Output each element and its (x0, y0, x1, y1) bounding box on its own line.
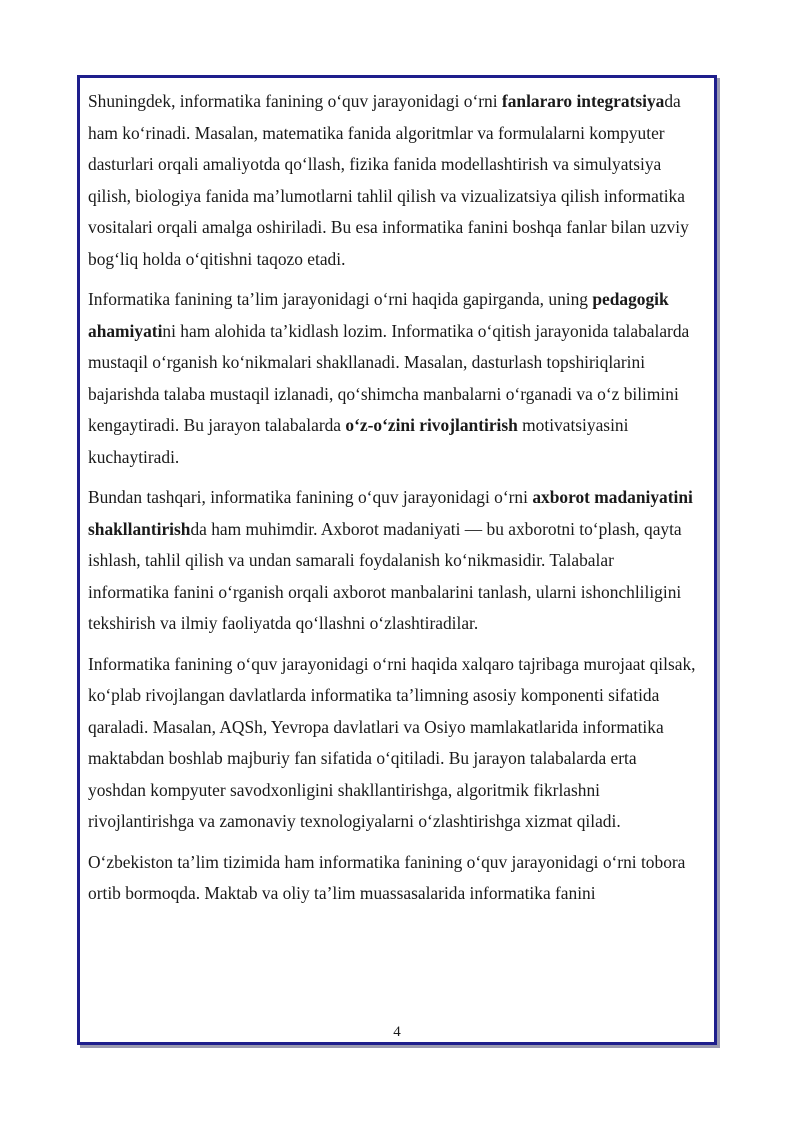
paragraph-1-text-cont: da ham ko‘rinadi. Masalan, matematika fanida algoritmlar va formulalarni kompyuter dasturlari orqali amaliyotda qo‘llash, fizika fanida modellashtirish va simulyatsiya qilish, biologiya fanida ma’lumotlarni tahlil qilish va vizualizatsiya qilish informatika vositalari orqali amalga oshiriladi. Bu esa informatika fanini boshqa fanlar bilan uzviy bog‘liq holda o‘qitishni taqozo etadi. (88, 91, 689, 269)
paragraph-2-bold-term-2: o‘z-o‘zini rivojlantirish (345, 415, 518, 435)
page-number: 4 (393, 1024, 401, 1040)
paragraph-2-text: Informatika fanining ta’lim jarayonidagi o‘rni haqida gapirganda, uning (88, 289, 593, 309)
paragraph-1-bold-term: fanlararo integratsiya (501, 91, 665, 111)
paragraph-3-text: Bundan tashqari, informatika fanining o‘quv jarayonidagi o‘rni (88, 487, 533, 507)
paragraph-2 (88, 284, 698, 473)
paragraph-3-text-cont: da ham muhimdir. Axborot madaniyati — bu axborotni to‘plash, qayta ishlash, tahlil qilish va undan samarali foydalanish ko‘nikmasidir. Talabalar informatika fanini o‘rganish orqali axborot manbalarini tanlash, ularni ishonchliligini tekshirish va ilmiy faoliyatda qo‘llashni o‘zlashtiradilar. (88, 518, 682, 633)
paragraph-1-text: Shuningdek, informatika fanining o‘quv jarayonidagi o‘rni (88, 91, 502, 111)
page-frame (77, 75, 717, 1045)
paragraph-3 (88, 482, 698, 640)
document-body (88, 86, 698, 919)
paragraph-2-text-end: motivatsiyasini kuchaytiradi. (88, 415, 629, 467)
paragraph-4 (88, 649, 698, 838)
paragraph-3-bold-term: axborot madaniyatini shakllantirish (88, 487, 693, 539)
paragraph-2-bold-term: pedagogik ahamiyati (88, 289, 669, 341)
paragraph-4-text: Informatika fanining o‘quv jarayonidagi o‘rni haqida xalqaro tajribaga murojaat qilsak, ko‘plab rivojlangan davlatlarda informatika ta’limning asosiy komponenti sifatida qaraladi. Masalan, AQSh, Yevropa davlatlari va Osiyo mamlakatlarida informatika maktabdan boshlab majburiy fan sifatida o‘qitiladi. Bu jarayon talabalarda erta yoshdan kompyuter savodxonligini shakllantirishga, algoritmik fikrlashni rivojlantirishga va zamonaviy texnologiyalarni o‘zlashtirishga xizmat qiladi. (88, 653, 696, 831)
paragraph-2-text-cont: ni ham alohida ta’kidlash lozim. Informatika o‘qitish jarayonida talabalarda mustaqil o‘rganish ko‘nikmalari shakllanadi. Masalan, dasturlash topshiriqlarini bajarishda talaba mustaqil izlanadi, qo‘shimcha manbalarni o‘rganadi va o‘z bilimini kengaytiradi. Bu jarayon talabalarda (88, 320, 690, 435)
paragraph-1 (88, 86, 698, 275)
paragraph-5 (88, 847, 698, 910)
paragraph-5-text: O‘zbekiston ta’lim tizimida ham informatika fanining o‘quv jarayonidagi o‘rni tobora ortib bormoqda. Maktab va oliy ta’lim muassasalarida informatika fanini (88, 851, 686, 903)
